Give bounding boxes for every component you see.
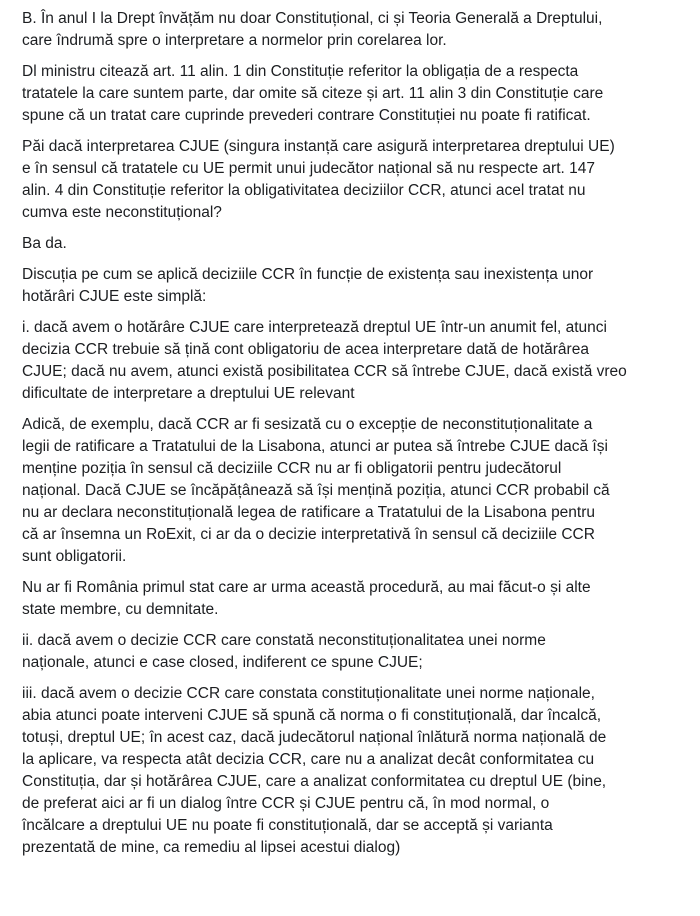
paragraph-point-ii: ii. dacă avem o decizie CCR care constată neconstituționalitatea unei norme naționale, atunci e case closed, indiferent ce spune CJUE; [22,632,546,671]
paragraph-exemplu-lisabona: Adică, de exemplu, dacă CCR ar fi sesizată cu o excepție de neconstituționalitate a legii de ratificare a Tratatului de la Lisabona, atunci ar putea să întrebe CJUE dacă își menține poziția în sensul că deciziile CCR nu ar fi obligatorii pentru judecătorul național. Dacă CJUE se încăpățânează să își mențină poziția, atunci CCR probabil că nu ar declara neconstituțională legea de ratificare a Tratatului de la Lisabona pentru că ar însemna un RoExit, ci ar da o decizie interpretativă în sensul că deciziile CCR sunt obligatorii. [22,416,610,565]
paragraph-point-iii: iii. dacă avem o decizie CCR care constata constituționalitate unei norme naționale, abia atunci poate interveni CJUE să spună că norma o fi constituțională, dar încalcă, totuși, dreptul UE; în acest caz, dacă judecătorul național înlătură norma națională de la aplicare, va respecta atât decizia CCR, care nu a analizat decât conformitatea cu Constituția, dar și hotărârea CJUE, care a analizat conformitatea cu dreptul UE (bine, de preferat aici ar fi un dialog între CCR și CJUE pentru că, în mod normal, o încălcare a dreptului UE nu poate fi constituțională, dar se acceptă și varianta prezentată de mine, ca remediu al lipsei acestui dialog) [22,685,607,856]
paragraph-point-i: i. dacă avem o hotărâre CJUE care interpretează dreptul UE într-un anumit fel, atunci decizia CCR trebuie să țină cont obligatoriu de acea interpretare dată de hotărârea CJUE; dacă nu avem, atunci există posibilitatea CCR să întrebe CJUE, dacă există vreo dificultate de interpretare a dreptului UE relevant [22,319,627,402]
paragraph-art-11: Dl ministru citează art. 11 alin. 1 din Constituție referitor la obligația de a respecta tratatele la care suntem parte, dar omite să citeze și art. 11 alin 3 din Constituție care spune că un tratat care cuprinde prevederi contrare Constituției nu poate fi ratificat. [22,63,604,124]
paragraph-discutia: Discuția pe cum se aplică deciziile CCR în funcție de existența sau inexistența unor hotărâri CJUE este simplă: [22,266,594,305]
paragraph-curs-drept: B. În anul I la Drept învățăm nu doar Constituțional, ci și Teoria Generală a Dreptului, care îndrumă spre o interpretare a normelor prin corelarea lor. [22,10,603,49]
paragraph-interpretare-cjue: Păi dacă interpretarea CJUE (singura instanță care asigură interpretarea dreptului UE) e în sensul că tratatele cu UE permit unui judecător național să nu respecte art. 147 alin. 4 din Constituție referitor la obligativitatea deciziilor CCR, atunci acel tratat nu cumva este neconstituțional? [22,138,615,221]
paragraph-alte-state: Nu ar fi România primul stat care ar urma această procedură, au mai făcut-o și alte state membre, cu demnitate. [22,579,591,618]
paragraph-ba-da: Ba da. [22,235,67,252]
